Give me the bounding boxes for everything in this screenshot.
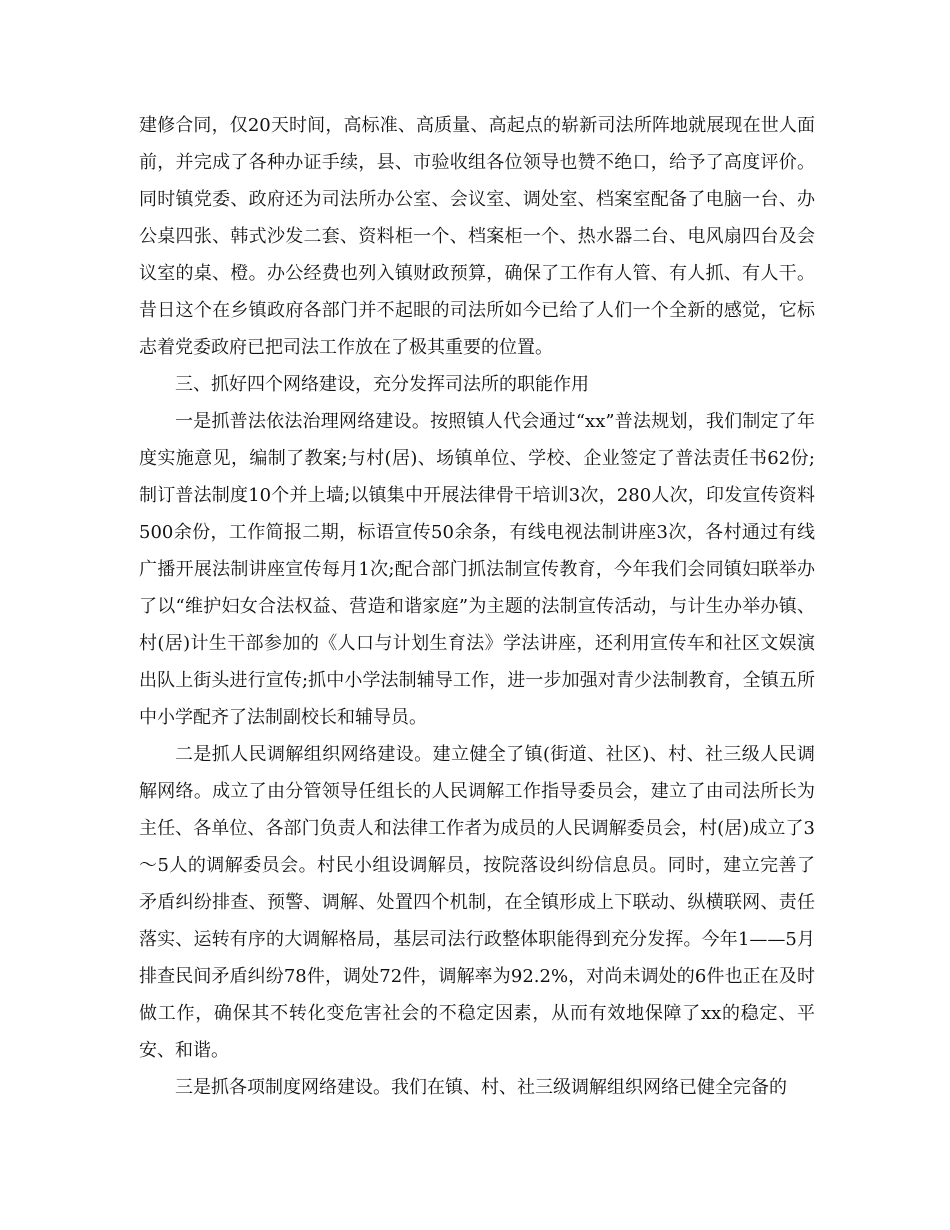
paragraph-system-building: 三是抓各项制度网络建设。我们在镇、村、社三级调解组织网络已健全完备的 xyxy=(175,1077,787,1098)
document-body xyxy=(139,107,815,1106)
paragraph-continuation: 建修合同，仅20天时间，高标准、高质量、高起点的崭新司法所阵地就展现在世人面前，并完成了各种办证手续，县、市验收组各位领导也赞不绝口，给予了高度评价。同时镇党委、政府还为司法所办公室、会议室、调处室、档案室配备了电脑一台、办公桌四张、韩式沙发二套、资料柜一个、档案柜一个、热水器二台、电风扇四台及会议室的桌、橙。办公经费也列入镇财政预算，确保了工作有人管、有人抓、有人干。昔日这个在乡镇政府各部门并不起眼的司法所如今已给了人们一个全新的感觉，它标志着党委政府已把司法工作放在了极其重要的位置。 xyxy=(139,115,815,358)
paragraph-legal-education: 一是抓普法依法治理网络建设。按照镇人代会通过“xx”普法规划，我们制定了年度实施意见，编制了教案;与村(居)、场镇单位、学校、企业签定了普法责任书62份;制订普法制度10个并上墙;以镇集中开展法律骨干培训3次，280人次，印发宣传资料500余份，工作简报二期，标语宣传50余条，有线电视法制讲座3次，各村通过有线广播开展法制讲座宣传每月1次;配合部门抓法制宣传教育，今年我们会同镇妇联举办了以“维护妇女合法权益、营造和谐家庭”为主题的法制宣传活动，与计生办举办镇、村(居)计生干部参加的《人口与计划生育法》学法讲座，还利用宣传车和社区文娱演出队上街头进行宣传;抓中小学法制辅导工作，进一步加强对青少法制教育，全镇五所中小学配齐了法制副校长和辅导员。 xyxy=(139,411,815,728)
section-heading: 三、抓好四个网络建设，充分发挥司法所的职能作用 xyxy=(175,374,589,395)
paragraph-mediation-network: 二是抓人民调解组织网络建设。建立健全了镇(街道、社区)、村、社三级人民调解网络。成立了由分管领导任组长的人民调解工作指导委员会，建立了由司法所长为主任、各单位、各部门负责人和法律工作者为成员的人民调解委员会，村(居)成立了3～5人的调解委员会。村民小组设调解员，按院落设纠纷信息员。同时，建立完善了矛盾纠纷排查、预警、调解、处置四个机制，在全镇形成上下联动、纵横联网、责任落实、运转有序的大调解格局，基层司法行政整体职能得到充分发挥。今年1——5月排查民间矛盾纠纷78件，调处72件，调解率为92.2%，对尚未调处的6件也正在及时做工作，确保其不转化变危害社会的不稳定因素，从而有效地保障了xx的稳定、平安、和谐。 xyxy=(139,744,815,1061)
